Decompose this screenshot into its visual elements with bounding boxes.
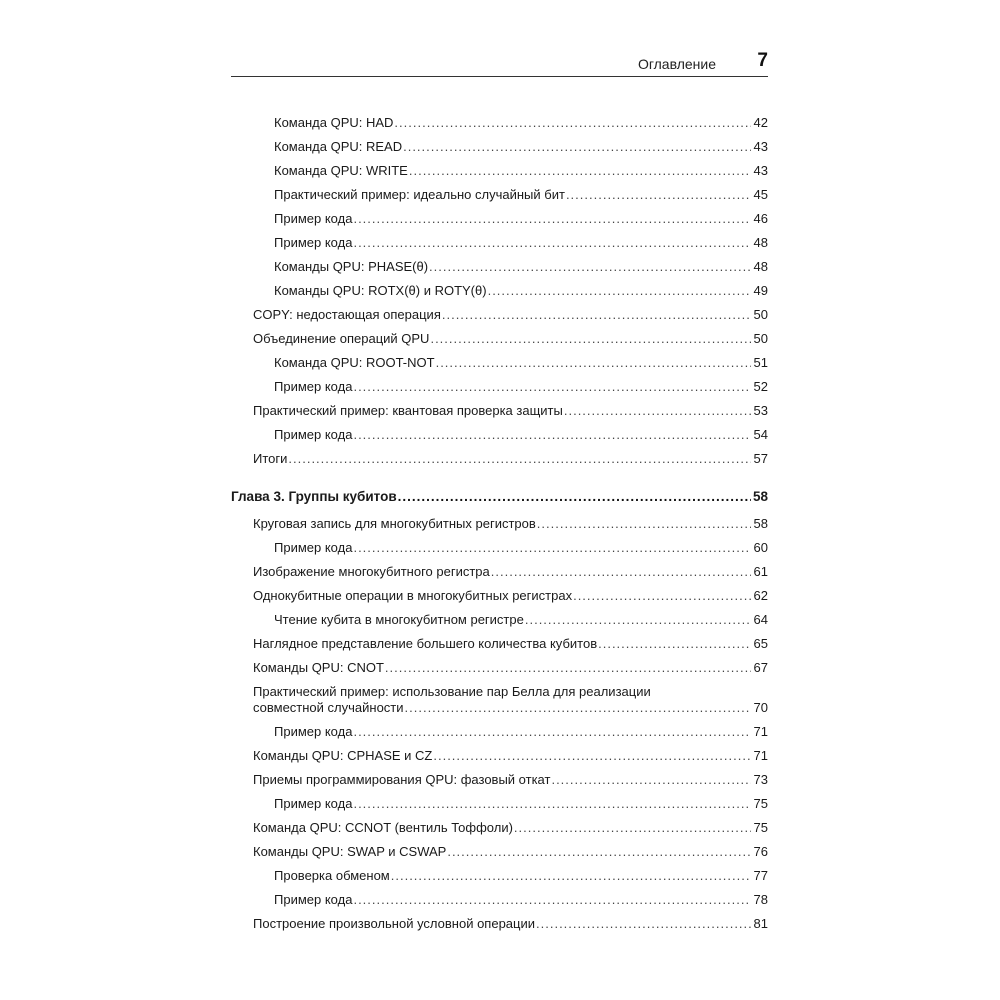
toc-entry-page: 65 — [753, 636, 768, 651]
toc-entry-page: 48 — [753, 259, 768, 274]
toc-entry-title: Пример кода — [274, 796, 353, 811]
toc-entry — [231, 636, 768, 652]
toc-entry-page: 81 — [753, 916, 768, 931]
toc-entry — [231, 844, 768, 860]
toc-dot-leader — [598, 636, 751, 652]
toc-dot-leader — [353, 427, 751, 443]
toc-dot-leader — [385, 660, 751, 676]
toc-entry-page: 43 — [753, 139, 768, 154]
toc-entry-title: Команда QPU: WRITE — [274, 163, 408, 178]
toc-entry-page: 46 — [753, 211, 768, 226]
toc-entry — [231, 660, 768, 676]
toc-entry-title: Команды QPU: SWAP и CSWAP — [253, 844, 447, 859]
toc-dot-leader — [573, 588, 751, 604]
toc-entry-title: Команда QPU: HAD — [274, 115, 394, 130]
toc-entry — [231, 403, 768, 419]
toc-entry — [231, 796, 768, 812]
toc-entry — [231, 612, 768, 628]
toc-entry — [231, 379, 768, 395]
toc-dot-leader — [564, 403, 751, 419]
toc-dot-leader — [353, 211, 751, 227]
toc-entry-title: Однокубитные операции в многокубитных регистрах — [253, 588, 573, 603]
toc-dot-leader — [403, 139, 751, 155]
toc-entry-page: 67 — [753, 660, 768, 675]
toc-entry — [231, 564, 768, 580]
toc-entry-title: Команды QPU: CNOT — [253, 660, 384, 675]
toc-dot-leader — [491, 564, 751, 580]
toc-dot-leader — [353, 796, 751, 812]
toc-dot-leader — [288, 451, 751, 467]
toc-entry — [231, 283, 768, 299]
toc-dot-leader — [429, 259, 751, 275]
table-of-contents — [231, 111, 768, 932]
toc-dot-leader — [409, 163, 751, 179]
toc-entry-title: Объединение операций QPU — [253, 331, 430, 346]
toc-entry-page: 43 — [753, 163, 768, 178]
toc-entry — [231, 139, 768, 155]
toc-dot-leader — [391, 868, 751, 884]
toc-entry-title: Практический пример: квантовая проверка защиты — [253, 403, 563, 418]
toc-entry-title: Приемы программирования QPU: фазовый откат — [253, 772, 551, 787]
toc-dot-leader — [405, 700, 751, 716]
toc-entry-title: Изображение многокубитного регистра — [253, 564, 490, 579]
toc-entry-page: 58 — [752, 489, 768, 504]
toc-dot-leader — [447, 844, 751, 860]
toc-entry-page: 53 — [753, 403, 768, 418]
toc-dot-leader — [353, 540, 751, 556]
toc-entry-page: 77 — [753, 868, 768, 883]
toc-dot-leader — [430, 331, 751, 347]
toc-entry-page: 75 — [753, 796, 768, 811]
toc-entry-title: Команда QPU: ROOT-NOT — [274, 355, 435, 370]
toc-entry-title: Проверка обменом — [274, 868, 390, 883]
toc-entry-page: 78 — [753, 892, 768, 907]
toc-entry — [231, 772, 768, 788]
toc-entry-page: 52 — [753, 379, 768, 394]
toc-dot-leader — [353, 235, 751, 251]
toc-entry — [231, 868, 768, 884]
toc-entry-page: 54 — [753, 427, 768, 442]
toc-entry-page: 64 — [753, 612, 768, 627]
toc-dot-leader — [514, 820, 751, 836]
toc-entry-title: Пример кода — [274, 379, 353, 394]
toc-dot-leader — [436, 355, 751, 371]
toc-dot-leader — [536, 916, 751, 932]
toc-entry-page: 42 — [753, 115, 768, 130]
toc-entry — [231, 540, 768, 556]
toc-dot-leader — [353, 892, 751, 908]
page-number: 7 — [757, 50, 768, 71]
toc-entry — [231, 211, 768, 227]
toc-entry-title: Команды QPU: CPHASE и CZ — [253, 748, 433, 763]
chapter-title: Глава 3. Группы кубитов — [231, 489, 397, 504]
toc-entry-page: 45 — [753, 187, 768, 202]
toc-entry-page: 71 — [753, 748, 768, 763]
toc-dot-leader — [353, 379, 751, 395]
toc-entry — [231, 724, 768, 740]
toc-dot-leader — [394, 115, 751, 131]
toc-entry-title: Пример кода — [274, 211, 353, 226]
toc-dot-leader — [488, 283, 751, 299]
toc-entry-title: Пример кода — [274, 427, 353, 442]
toc-dot-leader — [433, 748, 751, 764]
toc-entry-page: 58 — [753, 516, 768, 531]
toc-dot-leader — [551, 772, 751, 788]
toc-dot-leader — [525, 612, 751, 628]
toc-entry-title: Команды QPU: PHASE(θ) — [274, 259, 429, 274]
toc-entry-title: COPY: недостающая операция — [253, 307, 441, 322]
toc-dot-leader — [566, 187, 751, 203]
toc-entry-title: Итоги — [253, 451, 288, 466]
toc-entry — [231, 748, 768, 764]
toc-entry — [231, 892, 768, 908]
toc-entry-page: 73 — [753, 772, 768, 787]
toc-entry-title: Построение произвольной условной операции — [253, 916, 536, 931]
toc-entry — [231, 187, 768, 203]
toc-entry — [231, 588, 768, 604]
toc-entry-title: Чтение кубита в многокубитном регистре — [274, 612, 524, 627]
toc-entry-page: 75 — [753, 820, 768, 835]
toc-entry-title: Пример кода — [274, 540, 353, 555]
toc-entry-title: Команды QPU: ROTX(θ) и ROTY(θ) — [274, 283, 487, 298]
toc-entry-page: 57 — [753, 451, 768, 466]
toc-entry — [231, 307, 768, 323]
toc-entry-title: Пример кода — [274, 892, 353, 907]
toc-entry-title: Круговая запись для многокубитных регистров — [253, 516, 536, 531]
toc-dot-leader — [398, 489, 751, 505]
toc-entry-page: 48 — [753, 235, 768, 250]
running-header — [231, 50, 768, 77]
toc-entry-page: 71 — [753, 724, 768, 739]
toc-entry — [231, 163, 768, 179]
toc-entry-page: 49 — [753, 283, 768, 298]
toc-chapter-entry — [231, 489, 768, 505]
toc-entry-page: 70 — [753, 700, 768, 715]
toc-entry-title: Пример кода — [274, 724, 353, 739]
toc-entry-title: Команда QPU: CCNOT (вентиль Тоффоли) — [253, 820, 513, 835]
toc-entry — [231, 451, 768, 467]
toc-dot-leader — [353, 724, 751, 740]
toc-entry-title: совместной случайности — [253, 700, 404, 715]
toc-entry — [231, 516, 768, 532]
section-title: Оглавление — [637, 56, 716, 72]
toc-entry — [231, 235, 768, 251]
toc-entry-page: 60 — [753, 540, 768, 555]
toc-entry-page: 50 — [753, 307, 768, 322]
toc-entry — [231, 427, 768, 443]
toc-entry-title: Практический пример: идеально случайный бит — [274, 187, 565, 202]
toc-entry-title-line1: Практический пример: использование пар Белла для реализации — [253, 684, 651, 699]
toc-entry-page: 50 — [753, 331, 768, 346]
toc-entry — [231, 684, 768, 716]
toc-entry-page: 51 — [753, 355, 768, 370]
toc-entry-page: 62 — [753, 588, 768, 603]
toc-entry — [231, 820, 768, 836]
toc-entry-page: 61 — [753, 564, 768, 579]
toc-entry-title: Пример кода — [274, 235, 353, 250]
toc-entry — [231, 115, 768, 131]
toc-entry-title-line2 — [253, 700, 768, 716]
toc-entry-title: Команда QPU: READ — [274, 139, 403, 154]
toc-entry-title: Наглядное представление большего количества кубитов — [253, 636, 598, 651]
toc-entry — [231, 331, 768, 347]
toc-dot-leader — [537, 516, 751, 532]
toc-entry — [231, 355, 768, 371]
toc-entry — [231, 916, 768, 932]
toc-dot-leader — [442, 307, 751, 323]
toc-entry — [231, 259, 768, 275]
toc-entry-page: 76 — [753, 844, 768, 859]
